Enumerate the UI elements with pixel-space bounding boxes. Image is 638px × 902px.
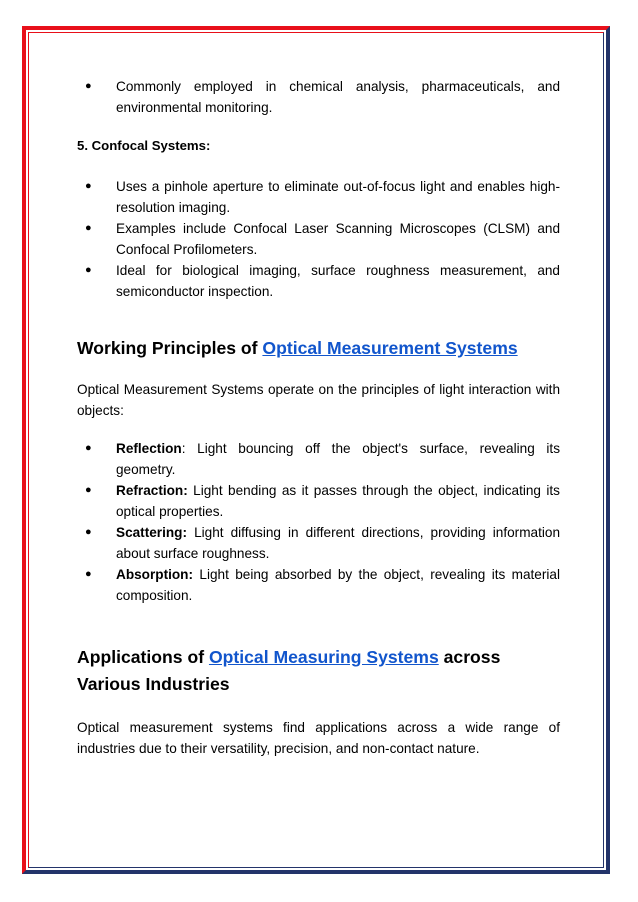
list-item bbox=[77, 76, 560, 118]
bullet-icon: ● bbox=[85, 442, 92, 454]
term-description: Light bouncing off the object's surface, revealing its geometry. bbox=[116, 441, 561, 477]
list-item-text: Examples include Confocal Laser Scanning Microscopes (CLSM) and Confocal Profilometers. bbox=[116, 221, 560, 257]
working-principles-heading bbox=[77, 335, 560, 362]
term-separator: : bbox=[181, 441, 198, 456]
list-item bbox=[77, 438, 560, 480]
document-body bbox=[77, 76, 560, 759]
term-label: Refraction: bbox=[116, 483, 188, 498]
applications-heading bbox=[77, 644, 560, 698]
bullet-icon: ● bbox=[85, 568, 92, 580]
confocal-systems-title: 5. Confocal Systems: bbox=[77, 138, 211, 153]
working-principles-paragraph: Optical Measurement Systems operate on the principles of light interaction with objects: bbox=[77, 382, 560, 418]
bullet-icon: ● bbox=[85, 180, 92, 192]
list-item bbox=[77, 176, 560, 218]
term-label: Scattering: bbox=[116, 525, 188, 540]
list-item-text: Commonly employed in chemical analysis, pharmaceuticals, and environmental monitoring. bbox=[116, 79, 560, 115]
term-description: Light diffusing in different directions, providing information about surface roughness. bbox=[116, 525, 560, 561]
optical-measuring-systems-link[interactable]: Optical Measuring Systems bbox=[208, 647, 439, 667]
principles-bullet-list bbox=[77, 438, 560, 606]
applications-paragraph: Optical measurement systems find applications across a wide range of industries due to their versatility, precision, and non-contact nature. bbox=[77, 720, 560, 756]
heading-text-suffix: across Various Industries bbox=[77, 647, 501, 694]
heading-text: Working Principles of bbox=[77, 338, 263, 358]
list-item bbox=[77, 218, 560, 260]
term-label: Absorption: bbox=[116, 567, 194, 582]
bullet-icon: ● bbox=[85, 222, 92, 234]
list-item bbox=[77, 522, 560, 564]
term-label: Reflection bbox=[116, 441, 182, 456]
confocal-bullet-list bbox=[77, 176, 560, 302]
list-item bbox=[77, 260, 560, 302]
term-description: Light being absorbed by the object, revealing its material composition. bbox=[116, 567, 560, 603]
list-item-text: Ideal for biological imaging, surface roughness measurement, and semiconductor inspection. bbox=[116, 263, 560, 299]
bullet-icon: ● bbox=[85, 484, 92, 496]
heading-text: Applications of bbox=[77, 647, 209, 667]
bullet-icon: ● bbox=[85, 80, 92, 92]
list-item bbox=[77, 480, 560, 522]
bullet-icon: ● bbox=[85, 264, 92, 276]
optical-measurement-systems-link[interactable]: Optical Measurement Systems bbox=[262, 338, 518, 358]
bullet-icon: ● bbox=[85, 526, 92, 538]
intro-bullet-list bbox=[77, 76, 560, 118]
term-separator bbox=[187, 525, 194, 540]
term-description: Light bending as it passes through the object, indicating its optical properties. bbox=[116, 483, 560, 519]
list-item bbox=[77, 564, 560, 606]
list-item-text: Uses a pinhole aperture to eliminate out-of-focus light and enables high-resolution imaging. bbox=[116, 179, 560, 215]
